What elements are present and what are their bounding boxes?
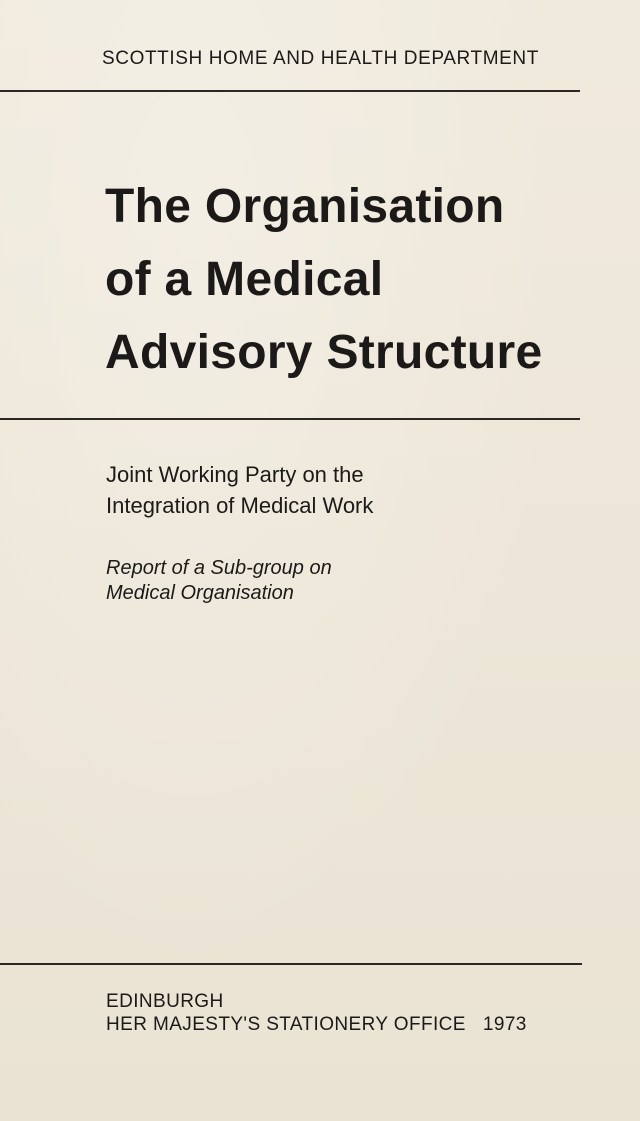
- subtitle-line: Integration of Medical Work: [106, 493, 374, 518]
- subtitle-line: Joint Working Party on the: [106, 462, 364, 487]
- title-line: Advisory Structure: [105, 326, 543, 379]
- bottom-rule: [0, 963, 582, 965]
- publication-year: 1973: [482, 1014, 527, 1035]
- title-line: The Organisation: [105, 180, 505, 233]
- publisher-city: EDINBURGH: [106, 991, 224, 1012]
- middle-rule: [0, 418, 580, 420]
- title-line: of a Medical: [105, 253, 384, 306]
- document-title: [105, 170, 543, 389]
- publisher-office: HER MAJESTY'S STATIONERY OFFICE: [106, 1014, 466, 1035]
- report-line: Medical Organisation: [106, 582, 294, 604]
- report-description: [106, 556, 332, 606]
- department-heading: SCOTTISH HOME AND HEALTH DEPARTMENT: [102, 48, 539, 69]
- publisher-office-line: [106, 1013, 527, 1036]
- publisher-imprint: [106, 990, 527, 1036]
- report-line: Report of a Sub-group on: [106, 557, 332, 579]
- top-rule: [0, 90, 580, 92]
- working-party-subtitle: [106, 459, 373, 521]
